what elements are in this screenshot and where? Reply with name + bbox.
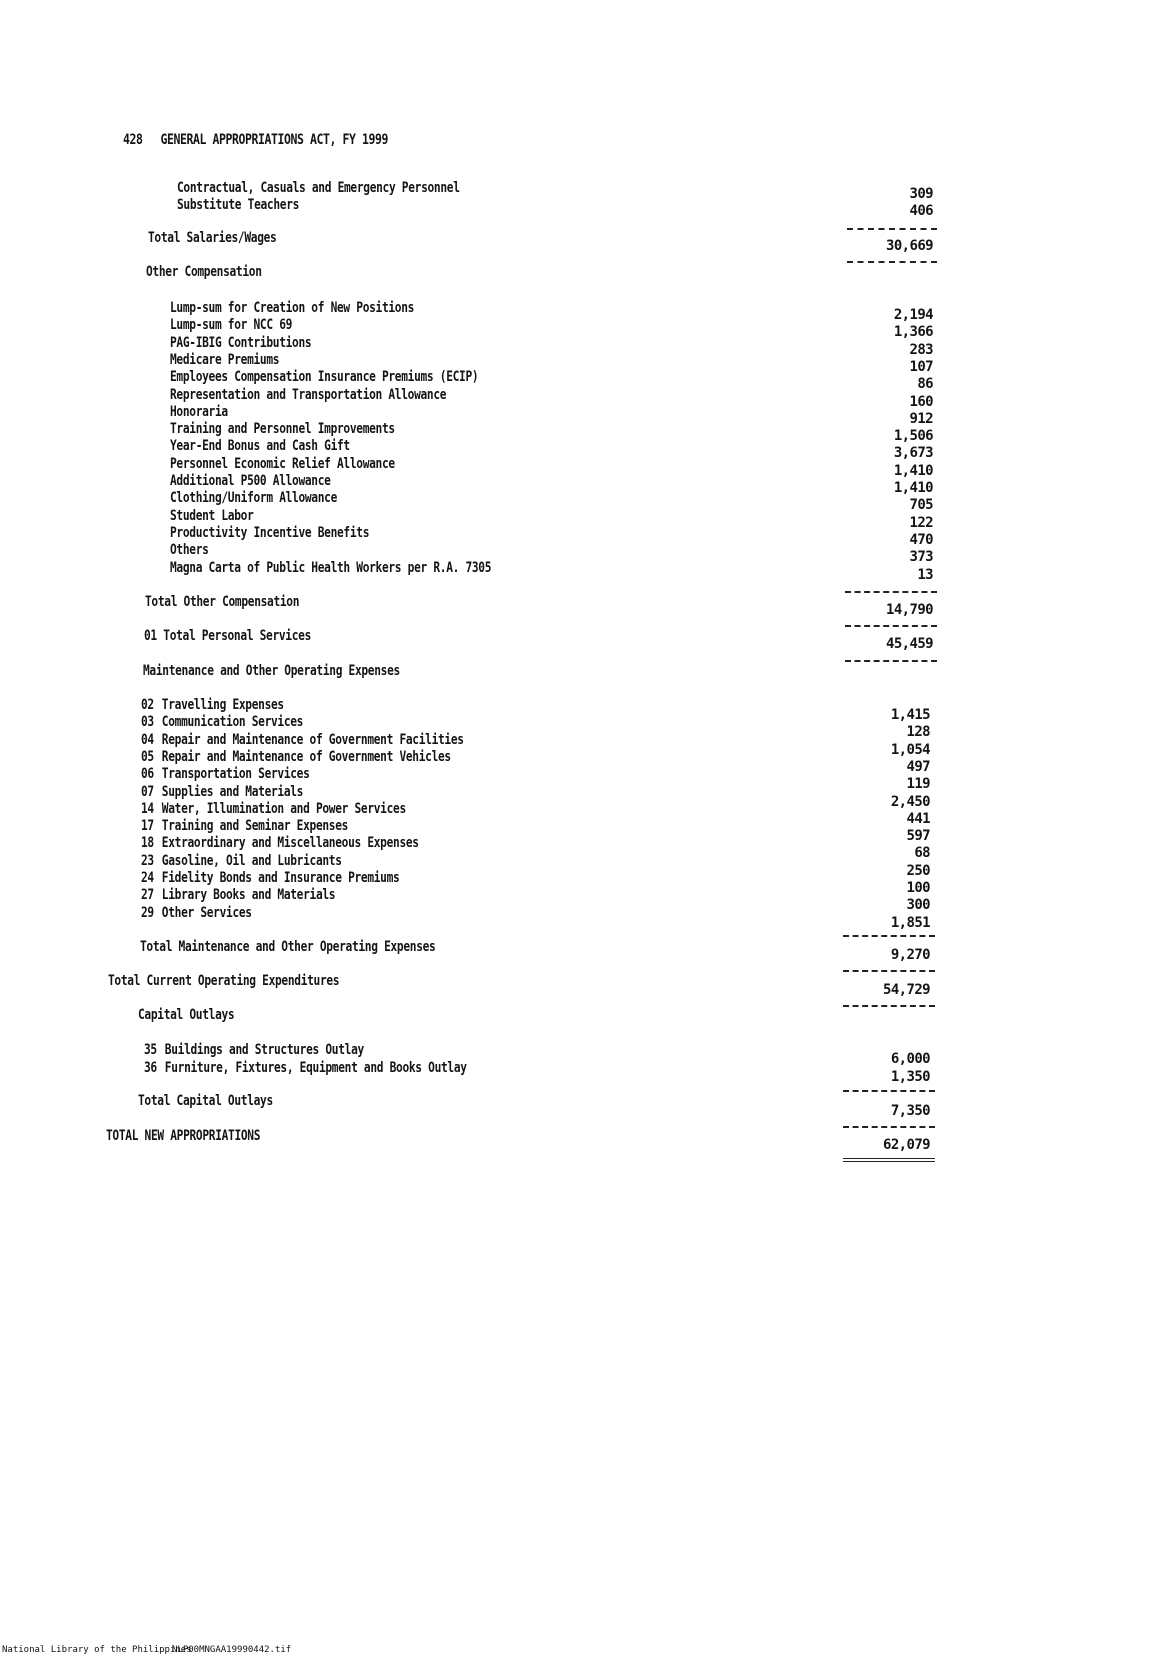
line-item-value: 705 <box>909 497 933 514</box>
line-item-value: 3,673 <box>893 445 933 462</box>
line-item-label <box>170 438 350 454</box>
line-item-label <box>141 784 303 800</box>
line-item-label <box>141 870 399 886</box>
line-item-label <box>141 697 284 713</box>
line-item-text: Transportation Services <box>161 766 310 783</box>
line-item-value: 1,415 <box>890 707 930 723</box>
line-item-code: 04 <box>141 731 154 748</box>
subtotal-rule <box>843 970 935 972</box>
line-item-code: 29 <box>141 904 154 921</box>
line-item-label <box>144 1042 364 1058</box>
total-other-comp-value: 14,790 <box>886 602 933 618</box>
line-item-label <box>170 352 279 368</box>
line-item-text: PAG-IBIG Contributions <box>170 334 312 351</box>
line-item-value: 1,350 <box>890 1069 930 1085</box>
line-item-code: 35 <box>144 1042 157 1058</box>
line-item-value: 1,851 <box>890 914 930 931</box>
line-item-label <box>144 1060 467 1076</box>
page-header <box>123 132 388 148</box>
row-label: Substitute Teachers <box>177 197 300 213</box>
line-item-text: Training and Personnel Improvements <box>170 421 395 438</box>
subtotal-rule <box>847 228 937 230</box>
line-item-text: Year-End Bonus and Cash Gift <box>170 438 350 455</box>
line-item-text: Buildings and Structures Outlay <box>164 1042 364 1058</box>
header-title: GENERAL APPROPRIATIONS ACT, FY 1999 <box>160 132 389 148</box>
line-item-value: 373 <box>909 549 933 566</box>
line-item-label <box>141 818 348 834</box>
total-current-value: 54,729 <box>883 982 930 998</box>
line-item-text: Other Services <box>161 904 252 921</box>
line-item-label <box>141 714 303 730</box>
total-capital-label: Total Capital Outlays <box>138 1093 273 1109</box>
subtotal-rule <box>847 261 937 263</box>
line-item-label <box>141 766 310 782</box>
line-item-code: 27 <box>141 887 154 904</box>
line-item-value: 107 <box>909 358 933 375</box>
line-item-text: Water, Illumination and Power Services <box>161 800 406 817</box>
line-item-code: 18 <box>141 835 154 852</box>
line-item-text: Representation and Transportation Allowance <box>170 386 447 403</box>
subtotal-rule <box>845 660 937 662</box>
line-item-label <box>170 387 446 403</box>
line-item-value: 283 <box>909 341 933 358</box>
line-item-value: 250 <box>906 862 930 879</box>
line-item-text: Medicare Premiums <box>170 351 280 368</box>
line-item-label <box>170 560 491 576</box>
line-item-value: 2,194 <box>893 307 933 323</box>
total-new-value: 62,079 <box>883 1137 930 1153</box>
line-item-value: 160 <box>909 393 933 410</box>
line-item-text: Productivity Incentive Benefits <box>170 524 370 541</box>
line-item-text: Honoraria <box>170 403 228 420</box>
total-capital-value: 7,350 <box>890 1103 930 1119</box>
line-item-code: 24 <box>141 870 154 886</box>
line-item-text: Extraordinary and Miscellaneous Expenses <box>161 835 419 852</box>
grand-total-rule <box>843 1158 935 1162</box>
line-item-text: Gasoline, Oil and Lubricants <box>161 852 342 869</box>
line-item-code: 02 <box>141 697 154 713</box>
line-item-code: 14 <box>141 800 154 817</box>
page-number: 428 <box>123 132 143 148</box>
line-item-text: Training and Seminar Expenses <box>161 818 349 835</box>
subtotal-rule <box>843 1126 935 1128</box>
line-item-label <box>170 490 337 506</box>
section-heading: Capital Outlays <box>138 1007 235 1023</box>
line-item-text: Lump-sum for Creation of New Positions <box>170 300 415 316</box>
line-item-value: 1,366 <box>893 324 933 341</box>
line-item-label <box>141 732 464 748</box>
line-item-text: Student Labor <box>170 507 254 524</box>
line-item-value: 6,000 <box>890 1051 930 1067</box>
line-item-label <box>170 456 395 472</box>
line-item-text: Communication Services <box>161 714 304 731</box>
line-item-value: 300 <box>906 897 930 914</box>
line-item-value: 13 <box>917 566 933 583</box>
line-item-label <box>170 369 478 385</box>
line-item-label <box>170 508 254 524</box>
line-item-text: Lump-sum for NCC 69 <box>170 317 293 334</box>
line-item-text: Travelling Expenses <box>161 697 284 713</box>
total-current-label: Total Current Operating Expenditures <box>108 973 340 989</box>
line-item-value: 68 <box>914 845 930 862</box>
total-mooe-value: 9,270 <box>890 947 930 963</box>
line-item-label <box>170 525 369 541</box>
line-item-value: 100 <box>906 880 930 896</box>
line-item-code: 17 <box>141 818 154 835</box>
line-item-code: 06 <box>141 766 154 783</box>
line-item-label <box>141 801 406 817</box>
line-item-label <box>170 542 209 558</box>
row-label: Contractual, Casuals and Emergency Personnel <box>177 180 460 196</box>
line-item-value: 119 <box>906 776 930 793</box>
subtotal-rule <box>845 625 937 627</box>
line-item-value: 497 <box>906 758 930 775</box>
line-item-label <box>170 421 395 437</box>
line-item-text: Repair and Maintenance of Government Facilities <box>161 731 464 748</box>
line-item-value: 470 <box>909 531 933 548</box>
line-item-text: Magna Carta of Public Health Workers per R.A. 7305 <box>170 559 492 576</box>
subtotal-rule <box>845 591 937 593</box>
line-item-label <box>170 335 311 351</box>
line-item-text: Additional P500 Allowance <box>170 473 331 489</box>
total-salaries-value: 30,669 <box>886 238 933 254</box>
line-item-value: 128 <box>906 724 930 741</box>
line-item-label <box>141 887 335 903</box>
line-item-text: Others <box>170 542 209 559</box>
section-heading: Maintenance and Other Operating Expenses <box>143 663 400 679</box>
line-item-code: 03 <box>141 714 154 731</box>
line-item-label <box>141 835 419 851</box>
total-salaries-label: Total Salaries/Wages <box>148 230 277 246</box>
line-item-value: 1,506 <box>893 428 933 445</box>
line-item-value: 2,450 <box>890 793 930 810</box>
line-item-text: Personnel Economic Relief Allowance <box>170 455 395 472</box>
line-item-code: 05 <box>141 748 154 765</box>
line-item-label <box>170 300 414 316</box>
line-item-label <box>170 317 292 333</box>
line-item-value: 1,410 <box>893 480 933 496</box>
total-ps-value: 45,459 <box>886 636 933 652</box>
line-item-code: 36 <box>144 1060 157 1076</box>
line-item-value: 122 <box>909 514 933 531</box>
line-item-text: Employees Compensation Insurance Premiums (ECIP) <box>170 369 479 386</box>
line-item-value: 441 <box>906 810 930 827</box>
line-item-value: 597 <box>906 828 930 845</box>
line-item-text: Supplies and Materials <box>161 783 304 800</box>
line-item-value: 86 <box>917 376 933 393</box>
line-item-label <box>170 404 228 420</box>
section-heading: Other Compensation <box>146 264 262 280</box>
total-mooe-label: Total Maintenance and Other Operating Expenses <box>140 939 436 955</box>
total-ps-label: 01 Total Personal Services <box>144 628 311 644</box>
line-item-label <box>141 905 252 921</box>
total-new-label: TOTAL NEW APPROPRIATIONS <box>106 1128 261 1144</box>
line-item-label <box>170 473 331 489</box>
subtotal-rule <box>843 935 935 937</box>
line-item-code: 23 <box>141 852 154 869</box>
line-item-text: Repair and Maintenance of Government Vehicles <box>161 748 451 765</box>
footer-file: NLP00MNGAA19990442.tif <box>172 1645 292 1655</box>
subtotal-rule <box>843 1090 935 1092</box>
line-item-label <box>141 749 451 765</box>
line-item-code: 07 <box>141 783 154 800</box>
footer-library: National Library of the Philippines <box>2 1645 192 1655</box>
line-item-text: Furniture, Fixtures, Equipment and Books Outlay <box>164 1060 467 1076</box>
line-item-text: Fidelity Bonds and Insurance Premiums <box>161 870 400 886</box>
row-value: 406 <box>909 203 933 219</box>
line-item-label <box>141 853 342 869</box>
total-other-comp-label: Total Other Compensation <box>145 594 300 610</box>
line-item-text: Clothing/Uniform Allowance <box>170 490 337 507</box>
line-item-value: 1,410 <box>893 462 933 479</box>
line-item-value: 912 <box>909 410 933 427</box>
line-item-value: 1,054 <box>890 741 930 758</box>
subtotal-rule <box>843 1005 935 1007</box>
row-value: 309 <box>909 186 933 202</box>
line-item-text: Library Books and Materials <box>161 887 336 904</box>
